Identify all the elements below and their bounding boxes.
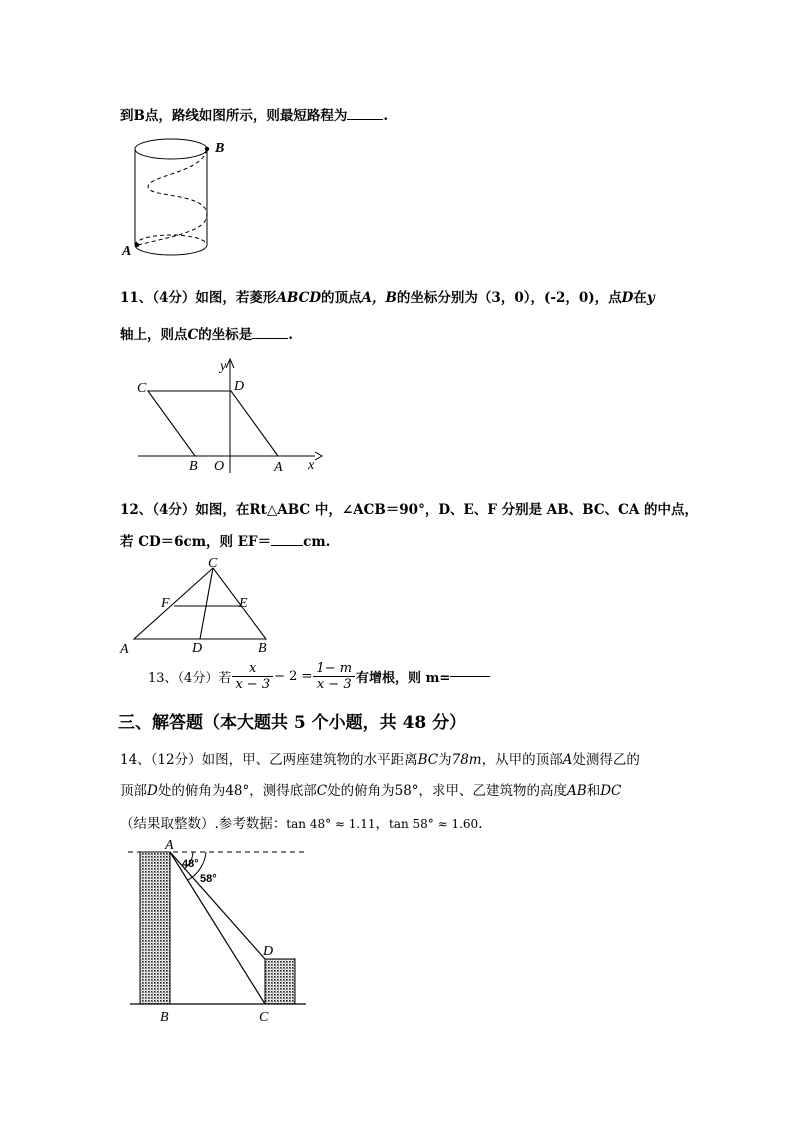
q11-point-D: D <box>621 290 634 306</box>
q10-cylinder-figure <box>118 135 238 260</box>
q14-angle-58: 58° <box>200 873 217 885</box>
q13-frac2-numerator: 1− m <box>316 661 353 676</box>
q13-frac1-numerator: x <box>249 661 257 676</box>
q13-frac2-denominator: x − 3 <box>313 676 355 692</box>
q11-label-B: B <box>189 459 198 474</box>
q14-buildings-figure <box>118 838 318 1028</box>
q11-label-x: x <box>308 458 315 473</box>
q12-line-1 <box>120 498 698 518</box>
q11-text-1: 的顶点 <box>321 290 362 306</box>
q12-text-1: 12、（4分）如图，在Rt△ABC 中，∠ACB＝90°，D、E、F 分别是 AB、BC、CA 的中点， <box>120 502 699 518</box>
q14-text-2c: 处的俯角为58°，求甲、乙建筑物的高度 <box>327 783 568 799</box>
q12-text-2b: cm. <box>303 534 331 550</box>
q10-end: . <box>383 108 389 124</box>
section-3-title: 三、解答题（本大题共 5 个小题，共 48 分） <box>118 713 467 733</box>
q10-label-A: A <box>122 244 132 259</box>
q11-label-C: C <box>137 381 147 396</box>
q12-text-2a: 若 CD＝6cm，则 EF＝ <box>120 534 272 550</box>
q13-line <box>148 662 490 691</box>
q12-label-C: C <box>208 556 218 571</box>
q11-line2-a: 轴上，则点 <box>120 327 188 343</box>
q14-line-1 <box>120 748 640 768</box>
q14-text-1c: ，从甲的顶部 <box>481 752 563 768</box>
q11-points: A，B <box>361 290 397 306</box>
q10-tail-text: 到B点，路线如图所示，则最短路程为 <box>120 108 348 124</box>
q13-answer-blank[interactable] <box>450 676 490 677</box>
q11-rhombus-figure <box>130 355 330 475</box>
q11-line-1 <box>120 286 655 306</box>
q11-end: . <box>288 327 293 343</box>
q12-line-2 <box>120 530 330 550</box>
q14-text-1d: 处测得乙的 <box>572 752 640 768</box>
q13-suffix: 有增根，则 m= <box>356 671 451 687</box>
q13-prefix: 13、（4分）若 <box>148 671 232 687</box>
q14-text-3a: （结果取整数）.参考数据： <box>120 816 287 832</box>
q14-label-C: C <box>259 1010 269 1025</box>
q14-angle-48: 48° <box>182 858 199 870</box>
q10-answer-blank[interactable] <box>347 119 383 120</box>
q12-label-F: F <box>161 596 170 611</box>
q11-label-A: A <box>274 460 283 475</box>
q11-line-2 <box>120 323 293 343</box>
q12-label-B: B <box>258 641 267 656</box>
q11-text-2: 的坐标分别为（3，0），(-2，0)，点 <box>396 290 622 306</box>
q11-label-D: D <box>234 379 245 394</box>
q12-answer-blank[interactable] <box>271 545 303 546</box>
q11-point-C: C <box>187 327 199 343</box>
q14-text-1b: 为 <box>438 752 452 768</box>
q14-text-2d: 和 <box>586 783 601 799</box>
q14-text-1a: 14、（12分）如图，甲、乙两座建筑物的水平距离 <box>120 752 418 768</box>
q13-fraction-1 <box>232 662 273 691</box>
q14-point-C: C <box>316 783 328 799</box>
q12-label-E: E <box>239 596 248 611</box>
q10-label-B: B <box>215 141 225 156</box>
q14-reference-2: tan 58° ≈ 1.60 <box>389 817 479 831</box>
q14-distance: 78m <box>451 752 482 768</box>
q12-label-D: D <box>192 641 203 656</box>
q14-AB: AB <box>567 783 587 799</box>
q13-middle: − 2 = <box>274 669 313 685</box>
q11-prefix: 11、（4分）如图，若菱形 <box>120 290 277 306</box>
q11-line2-b: 的坐标是 <box>198 327 253 343</box>
q14-label-B: B <box>160 1010 169 1025</box>
q14-text-2b: 处的俯角为48°，测得底部 <box>157 783 317 799</box>
q12-label-A: A <box>120 642 129 657</box>
q14-point-A: A <box>562 752 573 768</box>
q14-line-3 <box>120 812 483 832</box>
q14-DC: DC <box>600 783 622 799</box>
q14-separator: ， <box>375 816 389 832</box>
q14-line-2 <box>120 779 621 799</box>
q14-label-A: A <box>165 838 174 853</box>
q11-text-3: 在 <box>633 290 647 306</box>
q12-triangle-figure <box>118 556 278 656</box>
q11-shape-name: ABCD <box>276 290 322 306</box>
q14-text-2a: 顶部 <box>120 783 147 799</box>
q14-end: . <box>478 816 483 832</box>
q13-frac1-denominator: x − 3 <box>232 676 273 692</box>
q11-answer-blank[interactable] <box>252 338 288 339</box>
q11-label-O: O <box>214 459 225 474</box>
q11-label-y: y <box>220 359 227 374</box>
q14-point-D: D <box>147 783 158 799</box>
q13-fraction-2 <box>313 662 355 691</box>
q10-text-line <box>120 104 388 124</box>
q14-reference-1: tan 48° ≈ 1.11 <box>286 817 376 831</box>
q14-label-D: D <box>263 944 274 959</box>
q14-BC: BC <box>417 752 439 768</box>
q11-y-axis: y <box>646 290 655 306</box>
